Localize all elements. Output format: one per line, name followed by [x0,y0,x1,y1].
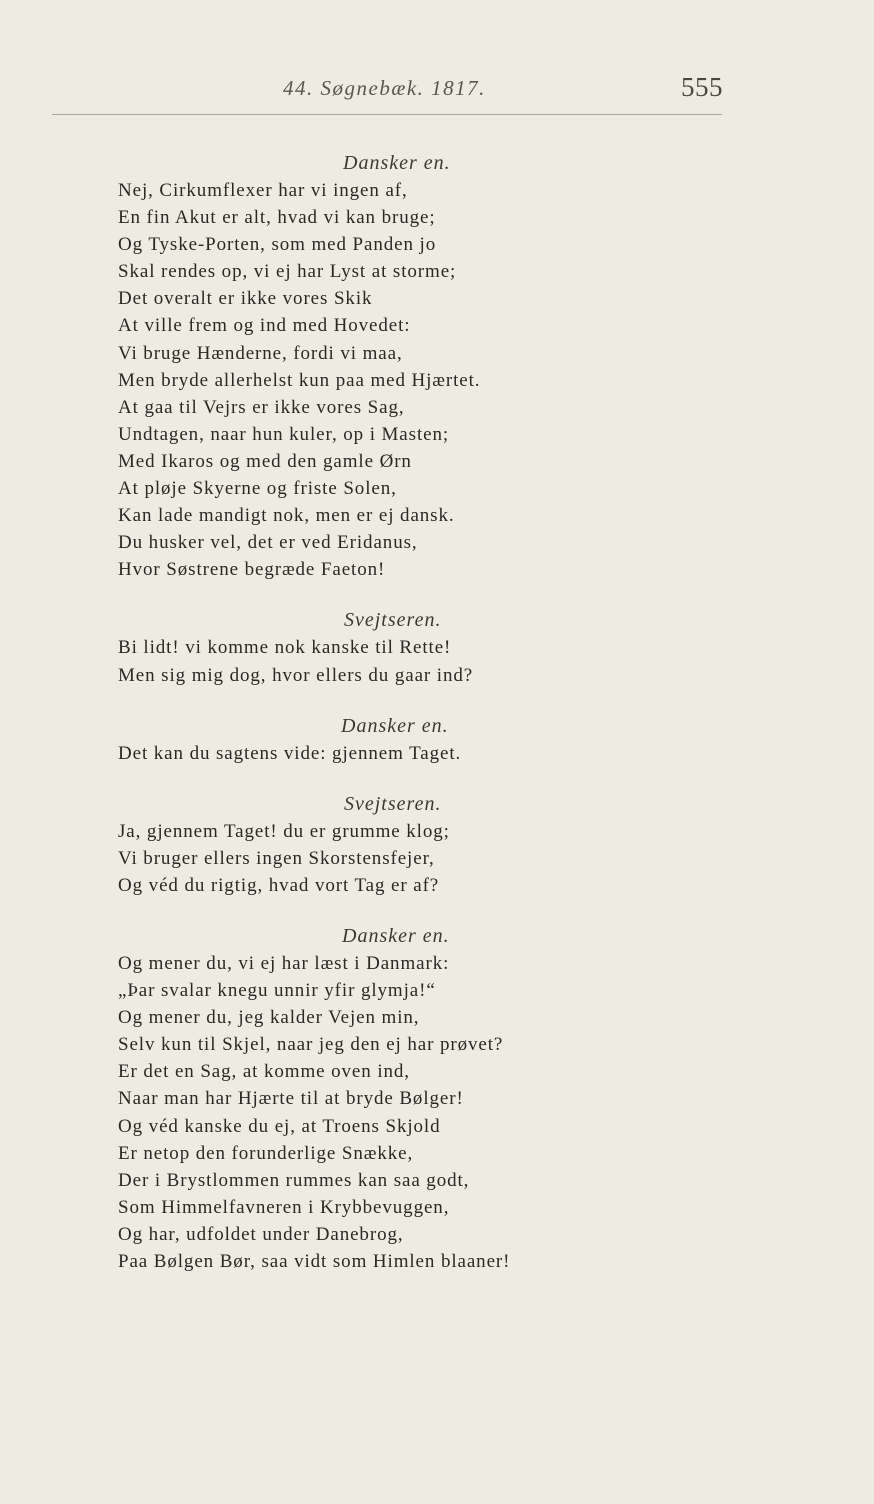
verse-line: Og mener du, jeg kalder Vejen min, [118,1007,420,1029]
speaker-heading: Dansker en. [341,714,449,737]
verse-line: Og mener du, vi ej har læst i Danmark: [118,952,450,974]
verse-line: Er netop den forunderlige Snække, [118,1142,414,1164]
verse-line: Og véd du rigtig, hvad vort Tag er af? [118,874,440,896]
verse-line: At pløje Skyerne og friste Solen, [118,478,397,500]
verse-line: Skal rendes op, vi ej har Lyst at storme; [118,261,457,283]
speaker-heading: Dansker en. [342,924,450,947]
verse-line: Er det en Sag, at komme oven ind, [118,1061,410,1083]
speaker-heading: Svejtseren. [344,609,442,632]
stanza [0,923,874,1275]
verse-line: Ja, gjennem Taget! du er grumme klog; [118,820,450,842]
stanza [0,607,874,688]
verse-line: Du husker vel, det er ved Eridanus, [118,532,418,554]
verse-line: Som Himmelfavneren i Krybbevuggen, [118,1196,450,1218]
verse-line: Og Tyske-Porten, som med Panden jo [118,234,437,256]
verse-line: „Þar svalar knegu unnir yfir glymja!“ [118,980,436,1002]
running-head [0,72,874,108]
stanza [0,713,874,767]
verse-line: Naar man har Hjærte til at bryde Bølger! [118,1088,464,1110]
verse-line: Det kan du sagtens vide: gjennem Taget. [118,742,462,764]
header-rule [52,114,722,115]
verse-line: Men sig mig dog, hvor ellers du gaar ind? [118,664,474,686]
verse-line: Bi lidt! vi komme nok kanske til Rette! [118,637,452,659]
verse-line: Vi bruge Hænderne, fordi vi maa, [118,342,403,364]
running-title: 44. Søgnebæk. 1817. [283,76,486,100]
verse-line: Selv kun til Skjel, naar jeg den ej har prøvet? [118,1034,504,1056]
verse-line: Hvor Søstrene begræde Faeton! [118,559,386,581]
speaker-heading: Svejtseren. [344,792,442,815]
verse-line: Og har, udfoldet under Danebrog, [118,1223,404,1245]
verse-line: Paa Bølgen Bør, saa vidt som Himlen blaaner! [118,1251,511,1272]
verse-line: Undtagen, naar hun kuler, op i Masten; [118,423,450,445]
verse-line: At gaa til Vejrs er ikke vores Sag, [118,396,405,418]
verse-line: Vi bruger ellers ingen Skorstensfejer, [118,847,435,869]
verse-line: Men bryde allerhelst kun paa med Hjærtet. [118,369,481,391]
verse-line: En fin Akut er alt, hvad vi kan bruge; [118,207,436,229]
verse-line: Kan lade mandigt nok, men er ej dansk. [118,505,455,527]
speaker-heading: Dansker en. [343,152,451,174]
page-number: 555 [681,72,723,102]
stanza-gap [0,899,874,923]
stanza [0,791,874,899]
stanza-gap [0,689,874,713]
poem-body [0,150,874,1275]
verse-line: Med Ikaros og med den gamle Ørn [118,450,412,472]
stanza [0,150,874,583]
verse-line: Nej, Cirkumflexer har vi ingen af, [118,180,408,201]
stanza-gap [0,583,874,607]
verse-line: Der i Brystlommen rummes kan saa godt, [118,1169,470,1191]
stanza-gap [0,767,874,791]
verse-line: At ville frem og ind med Hovedet: [118,315,411,337]
verse-line: Det overalt er ikke vores Skik [118,288,373,310]
verse-line: Og véd kanske du ej, at Troens Skjold [118,1115,441,1137]
